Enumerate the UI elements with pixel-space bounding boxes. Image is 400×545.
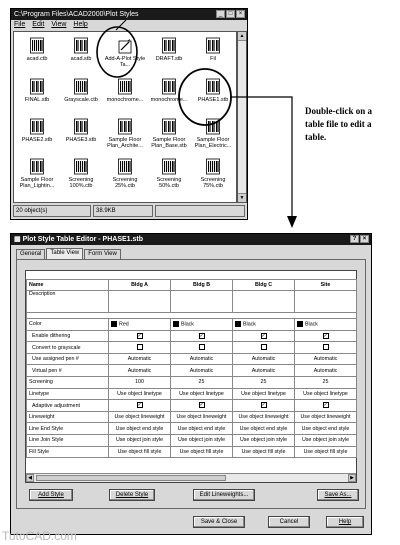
- fill-style-cell[interactable]: Use object fill style: [295, 446, 357, 458]
- adaptive-checkbox[interactable]: ✓: [261, 402, 266, 409]
- scroll-down-arrow[interactable]: ▼: [239, 195, 245, 201]
- file-item[interactable]: [191, 118, 235, 149]
- table-header-row: [27, 279, 357, 291]
- minimize-button[interactable]: _: [216, 10, 225, 18]
- status-spacer: [155, 205, 245, 217]
- tab-general[interactable]: General: [16, 249, 45, 259]
- column-header[interactable]: Bldg A: [109, 279, 171, 291]
- file-name: Sample Floor Plan_Electric...: [194, 137, 232, 149]
- row-label: Color: [27, 319, 109, 331]
- linetype-cell[interactable]: Use object linetype: [109, 388, 171, 400]
- menu-view[interactable]: View: [51, 21, 67, 28]
- adaptive-checkbox[interactable]: ✓: [137, 402, 142, 409]
- row-label: Virtual pen #: [27, 365, 109, 377]
- file-item[interactable]: [15, 158, 59, 189]
- screening-cell[interactable]: 25: [171, 377, 233, 389]
- menu-edit[interactable]: Edit: [32, 21, 45, 28]
- callout-arrowhead: [287, 216, 297, 228]
- plot-style-table-editor: [10, 233, 372, 535]
- stb-file-icon: [205, 37, 221, 54]
- file-name: PHASE3.stb: [65, 137, 97, 143]
- file-name: PHASE2.stb: [21, 137, 53, 143]
- instruction-callout: Double-click on a table file to edit a table.: [305, 106, 373, 142]
- cancel-label: Cancel: [279, 519, 299, 525]
- editor-title: Plot Style Table Editor - PHASE1.stb: [22, 236, 144, 243]
- dither-cell: [171, 330, 233, 342]
- file-name: Fil: [210, 56, 216, 62]
- file-item[interactable]: [191, 37, 235, 62]
- pen-cell[interactable]: Automatic: [295, 353, 357, 365]
- row-label: Adaptive adjustment: [27, 400, 109, 412]
- editor-titlebar: [11, 234, 371, 245]
- virtual-pen-row: [27, 365, 357, 377]
- add-style-label: Add Style: [38, 492, 64, 498]
- stb-file-icon: [161, 78, 177, 95]
- description-cell[interactable]: [295, 291, 357, 313]
- save-as-button[interactable]: [317, 489, 359, 501]
- stb-file-icon: [73, 118, 89, 135]
- tab-table-view[interactable]: Table View: [46, 248, 83, 259]
- file-item[interactable]: [191, 158, 235, 189]
- file-item[interactable]: [147, 37, 191, 62]
- file-name: Screening 75%.ctb: [200, 177, 226, 189]
- scroll-up-arrow[interactable]: ▲: [239, 33, 245, 39]
- ctb-file-icon: [205, 158, 221, 175]
- file-name: Screening 50%.ctb: [156, 177, 182, 189]
- end-style-cell[interactable]: Use object end style: [171, 423, 233, 435]
- save-as-label: Save As...: [324, 492, 352, 498]
- file-name: PHASE1.stb: [197, 97, 229, 103]
- file-name: DRAFT.stb: [155, 56, 183, 62]
- file-item[interactable]: [59, 78, 103, 103]
- linetype-cell[interactable]: Use object linetype: [171, 388, 233, 400]
- file-name: Sample Floor Plan_Lightin...: [19, 177, 55, 189]
- file-name: monochrome...: [106, 97, 144, 103]
- file-name: monochrome...: [150, 97, 188, 103]
- color-value: Black: [305, 321, 318, 328]
- file-item[interactable]: [103, 158, 147, 189]
- stb-file-icon: [29, 78, 45, 95]
- linetype-cell[interactable]: Use object linetype: [295, 388, 357, 400]
- ctb-file-icon: [73, 78, 89, 95]
- color-cell[interactable]: [295, 319, 357, 331]
- row-label: Description: [27, 291, 109, 313]
- file-name: Add-A-Plot Style Ta...: [104, 56, 146, 68]
- file-item[interactable]: [15, 37, 59, 62]
- color-value: Black: [181, 321, 194, 328]
- grayscale-checkbox[interactable]: [323, 344, 329, 350]
- description-cell[interactable]: [109, 291, 171, 313]
- site-watermark: TutoCAD.com: [2, 529, 77, 543]
- dither-checkbox[interactable]: ✓: [261, 332, 266, 339]
- scroll-right-arrow[interactable]: ▶: [348, 474, 356, 482]
- edit-lineweights-label: Edit Lineweights...: [199, 492, 249, 498]
- row-label: Screening: [27, 377, 109, 389]
- file-name: acad.stb: [70, 56, 92, 62]
- ctb-file-icon: [73, 158, 89, 175]
- join-style-cell[interactable]: Use object join style: [295, 435, 357, 447]
- virtual-pen-cell[interactable]: Automatic: [109, 365, 171, 377]
- color-cell[interactable]: [109, 319, 171, 331]
- delete-style-label: Delete Style: [115, 492, 149, 498]
- pen-cell[interactable]: Automatic: [109, 353, 171, 365]
- end-style-cell[interactable]: Use object end style: [233, 423, 295, 435]
- file-name: Sample Floor Plan_Archite...: [107, 137, 143, 149]
- screening-cell[interactable]: 25: [233, 377, 295, 389]
- ctb-file-icon: [117, 158, 133, 175]
- file-name: FINAL.stb: [24, 97, 50, 103]
- file-item[interactable]: [59, 118, 103, 143]
- column-header[interactable]: Bldg B: [171, 279, 233, 291]
- file-name: Screening 100%.ctb: [68, 177, 94, 189]
- menu-file[interactable]: File: [14, 21, 26, 28]
- adaptive-checkbox[interactable]: ✓: [323, 402, 328, 409]
- file-item[interactable]: [103, 37, 147, 68]
- end-style-row: [27, 423, 357, 435]
- row-label: Line Join Style: [27, 435, 109, 447]
- cancel-button[interactable]: [268, 516, 310, 528]
- help-label: Help: [338, 519, 352, 525]
- file-name: Screening 25%.ctb: [112, 177, 138, 189]
- stb-file-icon: [29, 158, 45, 175]
- lineweight-cell[interactable]: Use object lineweight: [295, 411, 357, 423]
- file-item[interactable]: [59, 37, 103, 62]
- fill-style-cell[interactable]: Use object fill style: [171, 446, 233, 458]
- join-style-cell[interactable]: Use object join style: [233, 435, 295, 447]
- file-item[interactable]: [103, 118, 147, 149]
- lineweight-cell[interactable]: Use object lineweight: [233, 411, 295, 423]
- row-label: Linetype: [27, 388, 109, 400]
- grayscale-cell: [171, 342, 233, 354]
- horizontal-scrollbar[interactable]: [26, 473, 356, 482]
- app-icon: ▦: [14, 236, 23, 243]
- dither-cell: [295, 330, 357, 342]
- total-size: 38.9KB: [93, 205, 153, 217]
- edit-lineweights-button[interactable]: [193, 489, 255, 501]
- file-name: Sample Floor Plan_Base.stb: [151, 137, 187, 149]
- scroll-left-arrow[interactable]: ◀: [26, 474, 34, 482]
- grayscale-row: [27, 342, 357, 354]
- tab-form-view[interactable]: Form View: [84, 249, 121, 259]
- file-name: acad.ctb: [26, 56, 48, 62]
- pen-row: [27, 353, 357, 365]
- lineweight-cell[interactable]: Use object lineweight: [171, 411, 233, 423]
- color-swatch: [111, 321, 117, 327]
- adaptive-cell: [233, 400, 295, 412]
- row-label: Enable dithering: [27, 330, 109, 342]
- fill-style-row: [27, 446, 357, 458]
- row-label: Fill Style: [27, 446, 109, 458]
- adaptive-cell: [295, 400, 357, 412]
- screening-cell[interactable]: 100: [109, 377, 171, 389]
- stb-file-icon: [117, 118, 133, 135]
- window-title: C:\Program Files\ACAD2000\Plot Styles: [14, 11, 139, 18]
- window-titlebar: [11, 9, 247, 20]
- vertical-scrollbar[interactable]: [237, 31, 247, 203]
- file-item[interactable]: [15, 78, 59, 103]
- screening-cell[interactable]: 25: [295, 377, 357, 389]
- ctb-file-icon: [117, 78, 133, 95]
- grayscale-checkbox[interactable]: [199, 344, 205, 350]
- grayscale-cell: [233, 342, 295, 354]
- description-cell[interactable]: [233, 291, 295, 313]
- pen-cell[interactable]: Automatic: [171, 353, 233, 365]
- dither-cell: [233, 330, 295, 342]
- color-row: [27, 319, 357, 331]
- close-button[interactable]: ×: [236, 10, 245, 18]
- object-count: 20 object(s): [13, 205, 91, 217]
- linetype-cell[interactable]: Use object linetype: [233, 388, 295, 400]
- grayscale-cell: [295, 342, 357, 354]
- add-plot-style-wizard-icon: [117, 37, 133, 54]
- row-label: Line End Style: [27, 423, 109, 435]
- maximize-button[interactable]: □: [226, 10, 235, 18]
- editor-close-button[interactable]: ×: [360, 235, 369, 243]
- add-style-button[interactable]: [29, 489, 73, 501]
- pen-cell[interactable]: Automatic: [233, 353, 295, 365]
- file-name: Grayscale.ctb: [64, 97, 98, 103]
- dither-checkbox[interactable]: ✓: [323, 332, 328, 339]
- color-swatch: [235, 321, 241, 327]
- file-item[interactable]: [147, 158, 191, 189]
- adaptive-checkbox[interactable]: ✓: [199, 402, 204, 409]
- menu-help[interactable]: Help: [73, 21, 88, 28]
- virtual-pen-cell[interactable]: Automatic: [295, 365, 357, 377]
- column-header[interactable]: Site: [295, 279, 357, 291]
- plot-styles-window: [10, 8, 248, 220]
- color-cell[interactable]: [171, 319, 233, 331]
- dither-cell: [109, 330, 171, 342]
- editor-tabs: [16, 248, 122, 259]
- file-item[interactable]: [59, 158, 103, 189]
- adaptive-row: [27, 400, 357, 412]
- adaptive-cell: [171, 400, 233, 412]
- lineweight-cell[interactable]: Use object lineweight: [109, 411, 171, 423]
- join-style-row: [27, 435, 357, 447]
- dither-row: [27, 330, 357, 342]
- stb-file-icon: [161, 37, 177, 54]
- stb-file-icon: [73, 37, 89, 54]
- file-item[interactable]: [191, 78, 235, 103]
- stb-file-icon: [205, 78, 221, 95]
- file-item[interactable]: [147, 78, 191, 103]
- adaptive-cell: [109, 400, 171, 412]
- ctb-file-icon: [161, 158, 177, 175]
- screening-row: [27, 377, 357, 389]
- color-value: Red: [119, 321, 129, 328]
- dither-checkbox[interactable]: ✓: [137, 332, 142, 339]
- scroll-thumb[interactable]: [36, 475, 226, 481]
- help-title-button[interactable]: ?: [350, 235, 359, 243]
- fill-style-cell[interactable]: Use object fill style: [233, 446, 295, 458]
- file-item[interactable]: [15, 118, 59, 143]
- virtual-pen-cell[interactable]: Automatic: [171, 365, 233, 377]
- column-header[interactable]: Bldg C: [233, 279, 295, 291]
- grayscale-cell: [109, 342, 171, 354]
- table-view-panel: [16, 259, 366, 509]
- grayscale-checkbox[interactable]: [261, 344, 267, 350]
- menu-bar: [11, 20, 247, 30]
- color-swatch: [173, 321, 179, 327]
- end-style-cell[interactable]: Use object end style: [109, 423, 171, 435]
- stb-file-icon: [161, 118, 177, 135]
- save-close-button[interactable]: [193, 516, 245, 528]
- color-swatch: [297, 321, 303, 327]
- description-cell[interactable]: [171, 291, 233, 313]
- description-row: [27, 291, 357, 313]
- row-label: Use assigned pen #: [27, 353, 109, 365]
- dither-checkbox[interactable]: ✓: [199, 332, 204, 339]
- ctb-file-icon: [29, 37, 45, 54]
- fill-style-cell[interactable]: Use object fill style: [109, 446, 171, 458]
- row-label: Lineweight: [27, 411, 109, 423]
- help-button[interactable]: [326, 516, 364, 528]
- lineweight-row: [27, 411, 357, 423]
- save-close-label: Save & Close: [200, 519, 238, 525]
- file-item[interactable]: [103, 78, 147, 103]
- file-list: [13, 31, 237, 203]
- join-style-cell[interactable]: Use object join style: [171, 435, 233, 447]
- stb-file-icon: [29, 118, 45, 135]
- delete-style-button[interactable]: [109, 489, 155, 501]
- spacer-row: [27, 271, 357, 279]
- join-style-cell[interactable]: Use object join style: [109, 435, 171, 447]
- status-bar: [13, 205, 245, 217]
- file-item[interactable]: [147, 118, 191, 149]
- plot-style-grid: [25, 270, 357, 483]
- virtual-pen-cell[interactable]: Automatic: [233, 365, 295, 377]
- end-style-cell[interactable]: Use object end style: [295, 423, 357, 435]
- color-cell[interactable]: [233, 319, 295, 331]
- column-header: Name: [27, 279, 109, 291]
- linetype-row: [27, 388, 357, 400]
- grayscale-checkbox[interactable]: [137, 344, 143, 350]
- stb-file-icon: [205, 118, 221, 135]
- color-value: Black: [243, 321, 256, 328]
- row-label: Convert to grayscale: [27, 342, 109, 354]
